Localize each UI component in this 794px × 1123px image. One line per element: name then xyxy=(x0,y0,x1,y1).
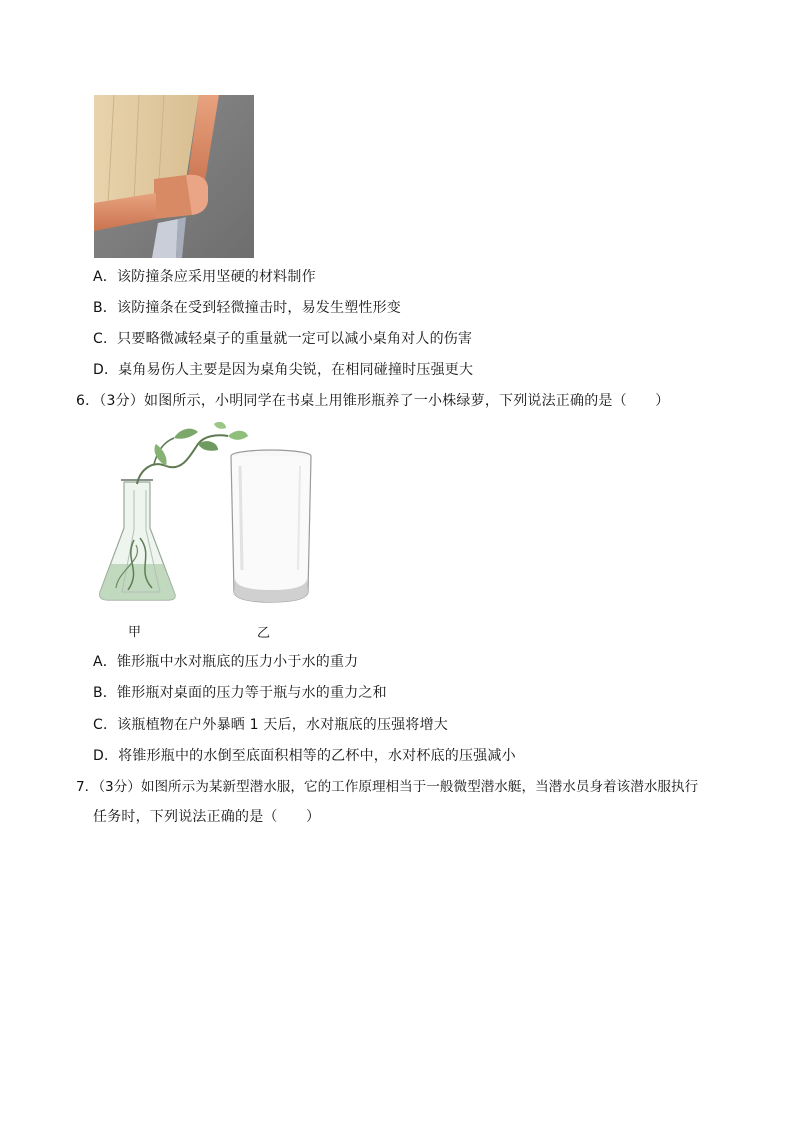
q5-option-c: C．只要略微减轻桌子的重量就一定可以减小桌角对人的伤害 xyxy=(93,331,473,347)
glass-cup xyxy=(231,450,311,602)
q6-option-a: A．锥形瓶中水对瓶底的压力小于水的重力 xyxy=(93,654,359,670)
q5-option-a: A．该防撞条应采用坚硬的材料制作 xyxy=(93,269,316,285)
q5-option-b: B．该防撞条在受到轻微撞击时，易发生塑性形变 xyxy=(93,300,402,316)
q7-stem-line1: 7．（3分）如图所示为某新型潜水服，它的工作原理相当于一般微型潜水艇，当潜水员身着该潜水服执行 xyxy=(76,779,699,795)
figure-label-yi: 乙 xyxy=(257,626,271,641)
q7-stem-line2: 任务时，下列说法正确的是（ ） xyxy=(93,809,321,825)
table-corner-bumper-photo xyxy=(94,95,254,258)
q5-option-d: D．桌角易伤人主要是因为桌角尖锐，在相同碰撞时压强更大 xyxy=(93,362,474,378)
conical-flask-with-plant xyxy=(100,422,248,600)
q6-option-b: B．锥形瓶对桌面的压力等于瓶与水的重力之和 xyxy=(93,685,387,701)
q6-option-d: D．将锥形瓶中的水倒至底面积相等的乙杯中，水对杯底的压强减小 xyxy=(93,748,516,764)
q6-stem: 6．（3分）如图所示，小明同学在书桌上用锥形瓶养了一小株绿萝，下列说法正确的是（ ） xyxy=(76,393,670,409)
figure-label-jia: 甲 xyxy=(128,625,142,640)
q6-option-c: C．该瓶植物在户外暴晒 1 天后，水对瓶底的压强将增大 xyxy=(93,717,448,733)
flask-and-glass-figure xyxy=(94,420,324,610)
